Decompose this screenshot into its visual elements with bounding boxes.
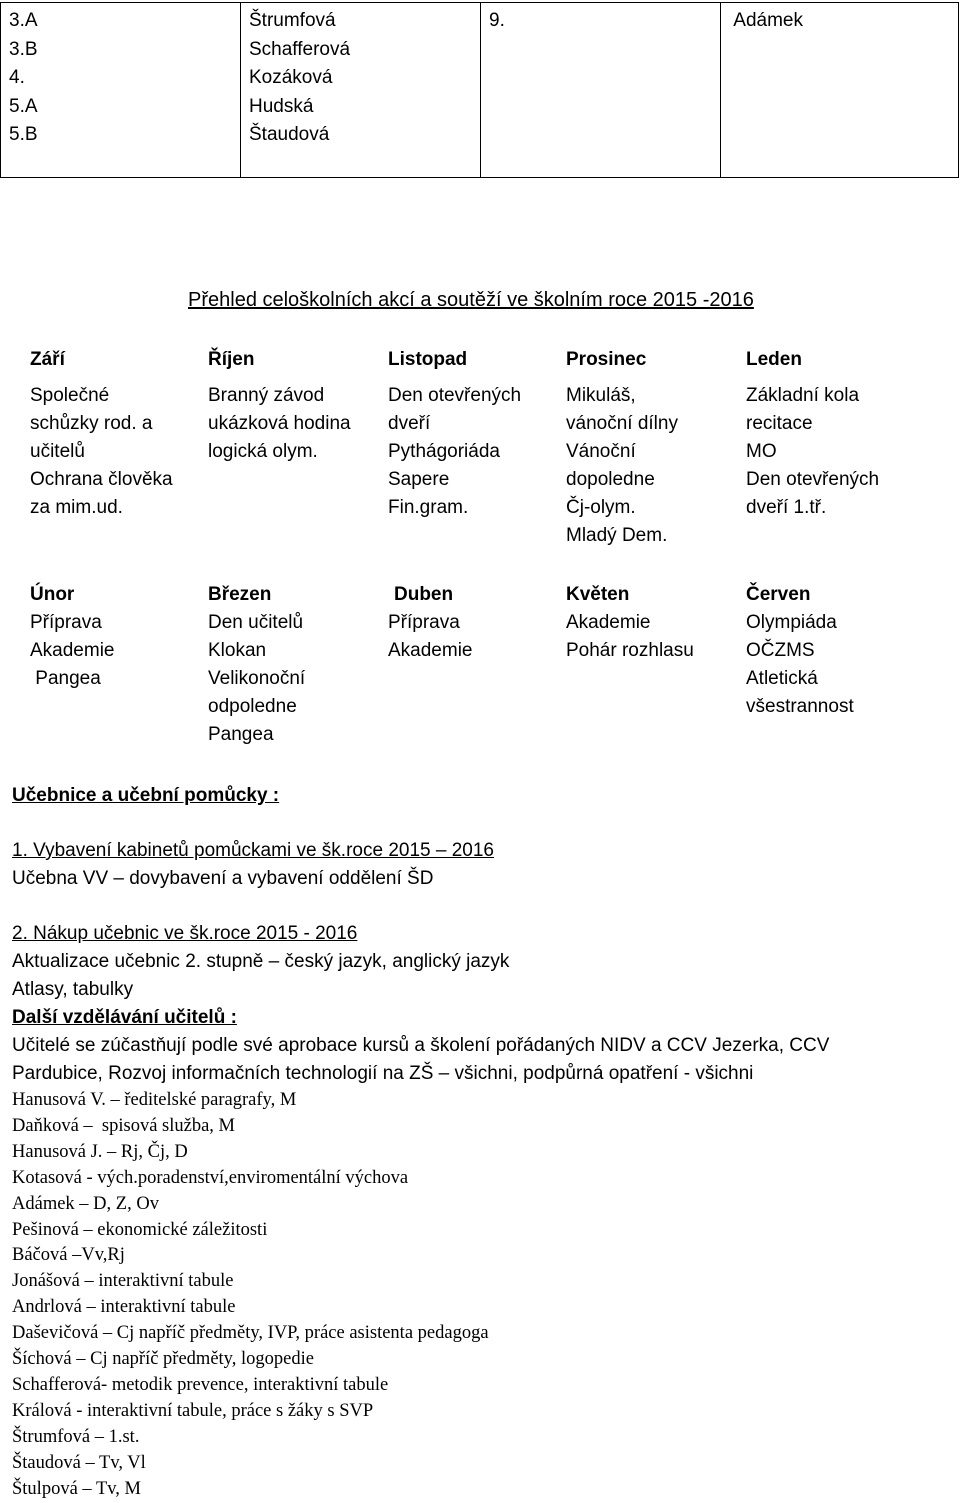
table-cell: Adámek bbox=[721, 3, 959, 178]
event-item: Společné bbox=[30, 385, 110, 406]
event-item: Sapere bbox=[388, 469, 450, 490]
month-events bbox=[388, 609, 473, 665]
event-item: Den učitelů bbox=[208, 612, 304, 633]
event-item: odpoledne bbox=[208, 696, 297, 717]
table-cell: 3.A 3.B 4. 5.A 5.B bbox=[1, 3, 241, 178]
teacher-entry: Štaudová – Tv, Vl bbox=[12, 1452, 146, 1473]
textbooks-heading: Učebnice a učební pomůcky : bbox=[12, 785, 280, 806]
table-cell: 9. bbox=[481, 3, 721, 178]
event-item: recitace bbox=[746, 413, 813, 434]
event-item: vánoční dílny bbox=[566, 413, 678, 434]
month-column bbox=[746, 346, 879, 522]
event-item: dopoledne bbox=[566, 469, 655, 490]
event-item: Základní kola bbox=[746, 385, 860, 406]
teacher-entry: Schafferová- metodik prevence, interaktivní tabule bbox=[12, 1374, 389, 1395]
event-item: logická olym. bbox=[208, 441, 318, 462]
month-heading: Říjen bbox=[208, 349, 255, 370]
month-column bbox=[208, 346, 351, 466]
page-title: Přehled celoškolních akcí a soutěží ve školním roce 2015 -2016 bbox=[188, 289, 754, 311]
month-events bbox=[208, 382, 351, 466]
education-heading: Další vzdělávání učitelů : bbox=[12, 1007, 237, 1028]
event-item: MO bbox=[746, 441, 777, 462]
month-heading: Únor bbox=[30, 584, 75, 605]
event-item: Akademie bbox=[388, 640, 473, 661]
textbooks-item2-title: 2. Nákup učebnic ve šk.roce 2015 - 2016 bbox=[12, 923, 358, 944]
event-item: Příprava bbox=[388, 612, 460, 633]
month-heading: Září bbox=[30, 349, 65, 370]
event-item: Mikuláš, bbox=[566, 385, 636, 406]
month-events bbox=[566, 382, 678, 550]
month-heading: Červen bbox=[746, 584, 811, 605]
month-events bbox=[388, 382, 521, 522]
event-item: Ochrana člověka bbox=[30, 469, 173, 490]
event-item: Pangea bbox=[30, 668, 101, 689]
month-events bbox=[746, 609, 854, 721]
event-item: ukázková hodina bbox=[208, 413, 351, 434]
teacher-entry: Daňková – spisová služba, M bbox=[12, 1115, 235, 1136]
event-item: Fin.gram. bbox=[388, 497, 469, 518]
textbooks-item1-text: Učebna VV – dovybavení a vybavení oddělení ŠD bbox=[12, 868, 434, 889]
month-column bbox=[566, 581, 694, 665]
teacher-entry: Králová - interaktivní tabule, práce s žáky s SVP bbox=[12, 1400, 374, 1421]
event-item: Klokan bbox=[208, 640, 267, 661]
month-column bbox=[566, 346, 678, 550]
month-column bbox=[208, 581, 305, 749]
event-item: schůzky rod. a bbox=[30, 413, 153, 434]
event-item: Branný závod bbox=[208, 385, 325, 406]
teacher-entry: Štrumfová – 1.st. bbox=[12, 1426, 140, 1447]
teacher-entry: Andrlová – interaktivní tabule bbox=[12, 1297, 236, 1318]
month-heading: Listopad bbox=[388, 349, 468, 370]
month-events bbox=[30, 609, 115, 693]
document-body bbox=[12, 782, 952, 1503]
event-item: učitelů bbox=[30, 441, 85, 462]
month-heading: Leden bbox=[746, 349, 802, 370]
month-heading: Prosinec bbox=[566, 349, 647, 370]
event-item: Pythágoriáda bbox=[388, 441, 500, 462]
event-item: Příprava bbox=[30, 612, 102, 633]
table-cell: Štrumfová Schafferová Kozáková Hudská Štaudová bbox=[241, 3, 481, 178]
event-item: dveří bbox=[388, 413, 431, 434]
month-events bbox=[746, 382, 879, 522]
month-events bbox=[30, 382, 173, 522]
event-item: Mladý Dem. bbox=[566, 525, 668, 546]
event-item: Olympiáda bbox=[746, 612, 837, 633]
month-heading: Květen bbox=[566, 584, 630, 605]
teacher-entry: Jonášová – interaktivní tabule bbox=[12, 1271, 234, 1292]
month-column bbox=[388, 346, 521, 522]
event-item: Den otevřených bbox=[388, 385, 522, 406]
event-item: OČZMS bbox=[746, 640, 815, 661]
event-item: za mim.ud. bbox=[30, 497, 123, 518]
teacher-entry: Báčová –Vv,Rj bbox=[12, 1245, 125, 1266]
class-teacher-table bbox=[0, 2, 959, 178]
month-column bbox=[30, 581, 115, 693]
teacher-entry: Štulpová – Tv, M bbox=[12, 1478, 141, 1499]
event-item: všestrannost bbox=[746, 696, 854, 717]
event-item: Vánoční bbox=[566, 441, 636, 462]
teacher-entry: Kotasová - vých.poradenství,enviromentální výchova bbox=[12, 1167, 409, 1188]
table-row bbox=[1, 3, 959, 178]
event-item: Velikonoční bbox=[208, 668, 306, 689]
teacher-entry: Daševičová – Cj napříč předměty, IVP, práce asistenta pedagoga bbox=[12, 1323, 489, 1344]
month-column bbox=[746, 581, 854, 721]
month-heading: Březen bbox=[208, 584, 272, 605]
event-item: Atletická bbox=[746, 668, 818, 689]
month-events bbox=[566, 609, 694, 665]
teacher-entry: Šíchová – Cj napříč předměty, logopedie bbox=[12, 1349, 314, 1370]
event-item: Den otevřených bbox=[746, 469, 880, 490]
event-item: dveří 1.tř. bbox=[746, 497, 827, 518]
education-intro-line: Pardubice, Rozvoj informačních technologií na ZŠ – všichni, podpůrná opatření - všichni bbox=[12, 1063, 754, 1084]
teacher-entry: Hanusová V. – ředitelské paragrafy, M bbox=[12, 1090, 297, 1110]
event-item: Pohár rozhlasu bbox=[566, 640, 694, 661]
textbooks-item1-title: 1. Vybavení kabinetů pomůckami ve šk.roce 2015 – 2016 bbox=[12, 840, 494, 861]
teacher-list bbox=[12, 1088, 952, 1503]
teacher-entry: Pešinová – ekonomické záležitosti bbox=[12, 1219, 268, 1240]
month-column bbox=[388, 581, 473, 665]
event-item: Akademie bbox=[566, 612, 651, 633]
textbooks-item2-line: Aktualizace učebnic 2. stupně – český jazyk, anglický jazyk bbox=[12, 951, 510, 972]
month-events bbox=[208, 609, 305, 749]
education-intro-line: Učitelé se zúčastňují podle své aprobace kursů a školení pořádaných NIDV a CCV Jezerka, CCV bbox=[12, 1035, 830, 1056]
event-item: Čj-olym. bbox=[566, 497, 636, 518]
event-item: Pangea bbox=[208, 724, 274, 745]
event-item: Akademie bbox=[30, 640, 115, 661]
month-column bbox=[30, 346, 173, 522]
teacher-entry: Hanusová J. – Rj, Čj, D bbox=[12, 1141, 188, 1162]
teacher-entry: Adámek – D, Z, Ov bbox=[12, 1193, 159, 1214]
month-heading: Duben bbox=[394, 584, 454, 605]
textbooks-item2-line: Atlasy, tabulky bbox=[12, 979, 134, 1000]
